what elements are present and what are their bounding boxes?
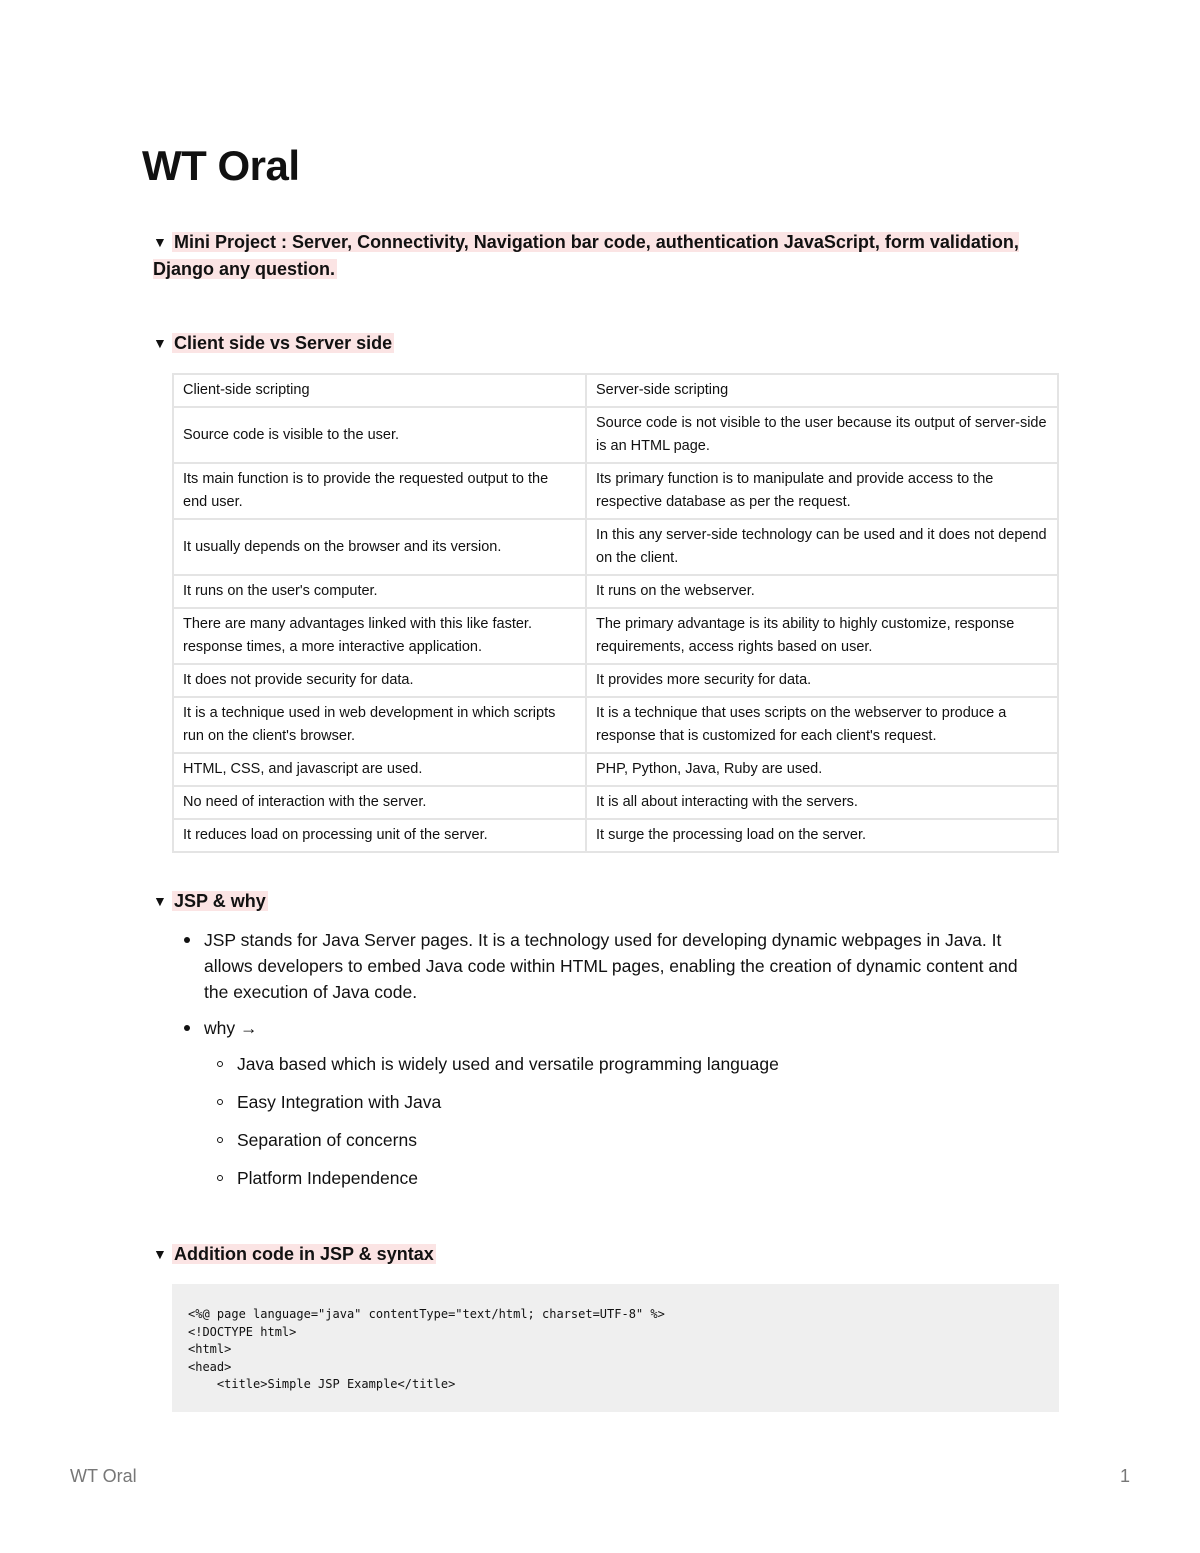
bullet-icon: [184, 1025, 190, 1031]
table-row: [173, 519, 1058, 575]
toggle-addition-code[interactable]: [153, 1241, 1033, 1268]
table-row: [173, 697, 1058, 753]
hollow-bullet-icon: [217, 1061, 223, 1067]
list-item: [204, 1089, 1044, 1115]
triangle-down-icon[interactable]: ▼: [153, 893, 167, 909]
table-row: [173, 575, 1058, 608]
triangle-down-icon[interactable]: ▼: [153, 1246, 167, 1262]
page-title: WT Oral: [142, 142, 300, 189]
client-side-cell: It reduces load on processing unit of the server.: [173, 819, 586, 852]
client-side-cell: There are many advantages linked with this like faster. response times, a more interactive application.: [173, 608, 586, 664]
toggle-jsp[interactable]: [153, 888, 1033, 915]
server-side-cell: It runs on the webserver.: [586, 575, 1058, 608]
client-side-cell: No need of interaction with the server.: [173, 786, 586, 819]
list-item: [204, 1051, 1044, 1077]
table-row: [173, 786, 1058, 819]
footer-title: WT Oral: [70, 1466, 137, 1486]
comparison-table: [172, 373, 1059, 853]
list-item: [184, 1015, 1044, 1191]
toggle-heading: Mini Project : Server, Connectivity, Navigation bar code, authentication JavaScript, form validation, Django any question.: [153, 232, 1019, 279]
table-header-row: [173, 374, 1058, 407]
toggle-client-server[interactable]: [153, 330, 1033, 357]
list-item-text: Platform Independence: [237, 1168, 418, 1188]
hollow-bullet-icon: [217, 1175, 223, 1181]
list-item-text: Java based which is widely used and versatile programming language: [237, 1054, 779, 1074]
server-side-cell: It is a technique that uses scripts on the webserver to produce a response that is customized for each client's request.: [586, 697, 1058, 753]
table-row: [173, 819, 1058, 852]
list-item: [204, 1165, 1044, 1191]
why-sub-list: [204, 1051, 1044, 1191]
client-side-cell: It usually depends on the browser and its version.: [173, 519, 586, 575]
list-item-text: Separation of concerns: [237, 1130, 417, 1150]
client-side-cell: It is a technique used in web development in which scripts run on the client's browser.: [173, 697, 586, 753]
triangle-down-icon[interactable]: ▼: [153, 234, 167, 250]
client-side-cell: Source code is visible to the user.: [173, 407, 586, 463]
hollow-bullet-icon: [217, 1137, 223, 1143]
list-item: [204, 1127, 1044, 1153]
table-row: [173, 753, 1058, 786]
page-number: 1: [1119, 1466, 1130, 1486]
toggle-heading: JSP & why: [174, 891, 266, 911]
table-row: [173, 407, 1058, 463]
server-side-cell: The primary advantage is its ability to highly customize, response requirements, access rights based on user.: [586, 608, 1058, 664]
list-item: [184, 927, 1044, 1005]
toggle-mini-project[interactable]: [153, 229, 1033, 283]
client-side-cell: It does not provide security for data.: [173, 664, 586, 697]
hollow-bullet-icon: [217, 1099, 223, 1105]
server-side-cell: In this any server-side technology can be used and it does not depend on the client.: [586, 519, 1058, 575]
server-side-cell: Its primary function is to manipulate and provide access to the respective database as per the request.: [586, 463, 1058, 519]
server-side-cell: It is all about interacting with the servers.: [586, 786, 1058, 819]
server-side-cell: PHP, Python, Java, Ruby are used.: [586, 753, 1058, 786]
list-item-text: Easy Integration with Java: [237, 1092, 442, 1112]
client-side-cell: Its main function is to provide the requested output to the end user.: [173, 463, 586, 519]
toggle-heading: Client side vs Server side: [174, 333, 393, 353]
bullet-icon: [184, 937, 190, 943]
server-side-cell: Source code is not visible to the user because its output of server-side is an HTML page.: [586, 407, 1058, 463]
list-item-text: JSP stands for Java Server pages. It is a technology used for developing dynamic webpages in Java. It allows developers to embed Java code within HTML pages, enabling the creation of dynamic content and the execution of Java code.: [204, 930, 1018, 1002]
table-row: [173, 664, 1058, 697]
triangle-down-icon[interactable]: ▼: [153, 335, 167, 351]
toggle-heading: Addition code in JSP & syntax: [174, 1244, 434, 1264]
header-cell: Client-side scripting: [173, 374, 586, 407]
table-row: [173, 608, 1058, 664]
server-side-cell: It provides more security for data.: [586, 664, 1058, 697]
server-side-cell: It surge the processing load on the server.: [586, 819, 1058, 852]
header-cell: Server-side scripting: [586, 374, 1058, 407]
jsp-bullet-list: [184, 927, 1044, 1203]
list-item-text: why →: [204, 1018, 258, 1038]
code-block: <%@ page language="java" contentType="text/html; charset=UTF-8" %> <!DOCTYPE html> <html> <head> <title>Simple JSP Example</title>: [172, 1284, 1059, 1412]
table-row: [173, 463, 1058, 519]
client-side-cell: HTML, CSS, and javascript are used.: [173, 753, 586, 786]
client-side-cell: It runs on the user's computer.: [173, 575, 586, 608]
